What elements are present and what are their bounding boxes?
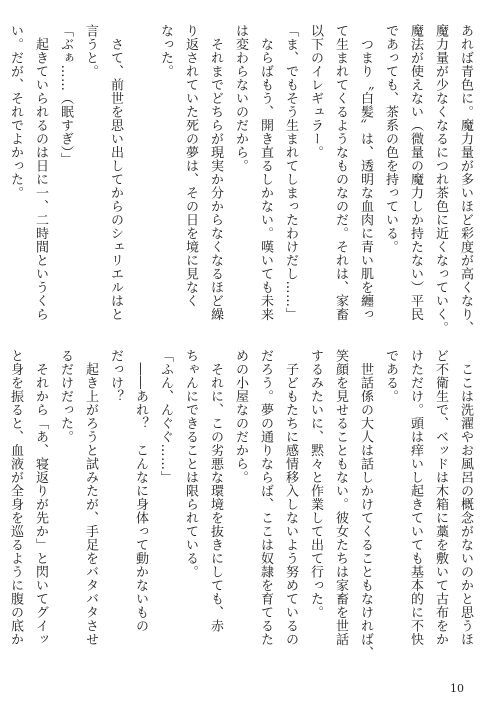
text-column: さて、前世を思い出してからのシェリエルはと xyxy=(108,24,123,321)
text-column: それに、この劣悪な環境を抜きにしても、赤 xyxy=(208,349,223,633)
text-column: 世話係の大人は話しかけてくることもなければ、 xyxy=(358,349,373,660)
upper-text-block xyxy=(8,24,478,335)
text-column: 笑顔を見せることもない。彼女たちは家畜を世話 xyxy=(333,349,348,646)
text-column: なった。 xyxy=(158,24,173,78)
text-column: 起き上がろうと試みたが、手足をバタバタさせ xyxy=(83,349,98,646)
text-column: それまでどちらが現実か分からなくなるほど繰 xyxy=(208,24,223,321)
text-column: 魔力量が少なくなるにつれ茶色に近くなっていく。 xyxy=(433,24,448,335)
text-column: 起きていられるのは日に一、二時間というくら xyxy=(33,24,48,321)
text-column: けただけ。頭は痒いし起きていても基本的に不快 xyxy=(408,349,423,646)
text-column: 「ま、でもそう生まれてしまったわけだし……」 xyxy=(283,24,298,321)
text-column: 魔法が使えない（微量の魔力しか持たない）平民 xyxy=(408,24,423,321)
text-column: だろう。夢の通りならば、ここは奴隷を育てるた xyxy=(258,349,273,646)
page-number: 10 xyxy=(450,682,464,695)
text-column: である。 xyxy=(383,349,398,403)
text-column: それから「あ、寝返りが先か」と閃いてグイッ xyxy=(33,349,48,646)
text-column: するみたいに、黙々と作業して出て行った。 xyxy=(308,349,323,619)
text-column: ちゃんにできることは限られている。 xyxy=(183,349,198,579)
text-column: めの小屋なのだから。 xyxy=(233,349,248,484)
text-column: ――あれ？ こんなに身体って動かないもの xyxy=(133,349,148,633)
text-column: であっても、茶系の色を持っている。 xyxy=(383,24,398,254)
text-column: ど不衛生で、ベッドは木箱に藁を敷いて古布をか xyxy=(433,349,448,646)
lower-text-block xyxy=(8,349,478,660)
text-column: 子どもたちに感情移入しないよう努めているの xyxy=(283,349,298,646)
scene-break xyxy=(128,24,153,326)
text-column: るだけだった。 xyxy=(58,349,73,444)
text-column: は変わらないのだから。 xyxy=(233,24,248,173)
text-column: 「ぶぁ……（眠すぎ）」 xyxy=(58,24,73,166)
text-column: 以下のイレギュラー。 xyxy=(308,24,323,159)
text-column: と身を振ると、血液が全身を巡るように腹の底か xyxy=(8,349,23,646)
text-column: て生まれてくるようなものなのだ。それは、家畜 xyxy=(333,24,348,321)
text-column: ここは洗濯やお風呂の概念がないのかと思うほ xyxy=(458,349,473,646)
text-column: ならばもう、開き直るしかない。嘆いても未来 xyxy=(258,24,273,321)
text-column: 「ふん、んぐぐ……」 xyxy=(158,349,173,484)
text-column: あれば青色に。魔力量が多いほど彩度が高くなり、 xyxy=(458,24,473,335)
text-column: だっけ？ xyxy=(108,349,123,403)
text-column: 言うと。 xyxy=(83,24,98,78)
text-column: つまり〝白髪〟は、透明な血肉に青い肌を纏っ xyxy=(358,24,373,321)
text-column: り返されていた死の夢は、その日を境に見なく xyxy=(183,24,198,308)
text-column: い。だが、それでよかった。 xyxy=(8,24,23,200)
